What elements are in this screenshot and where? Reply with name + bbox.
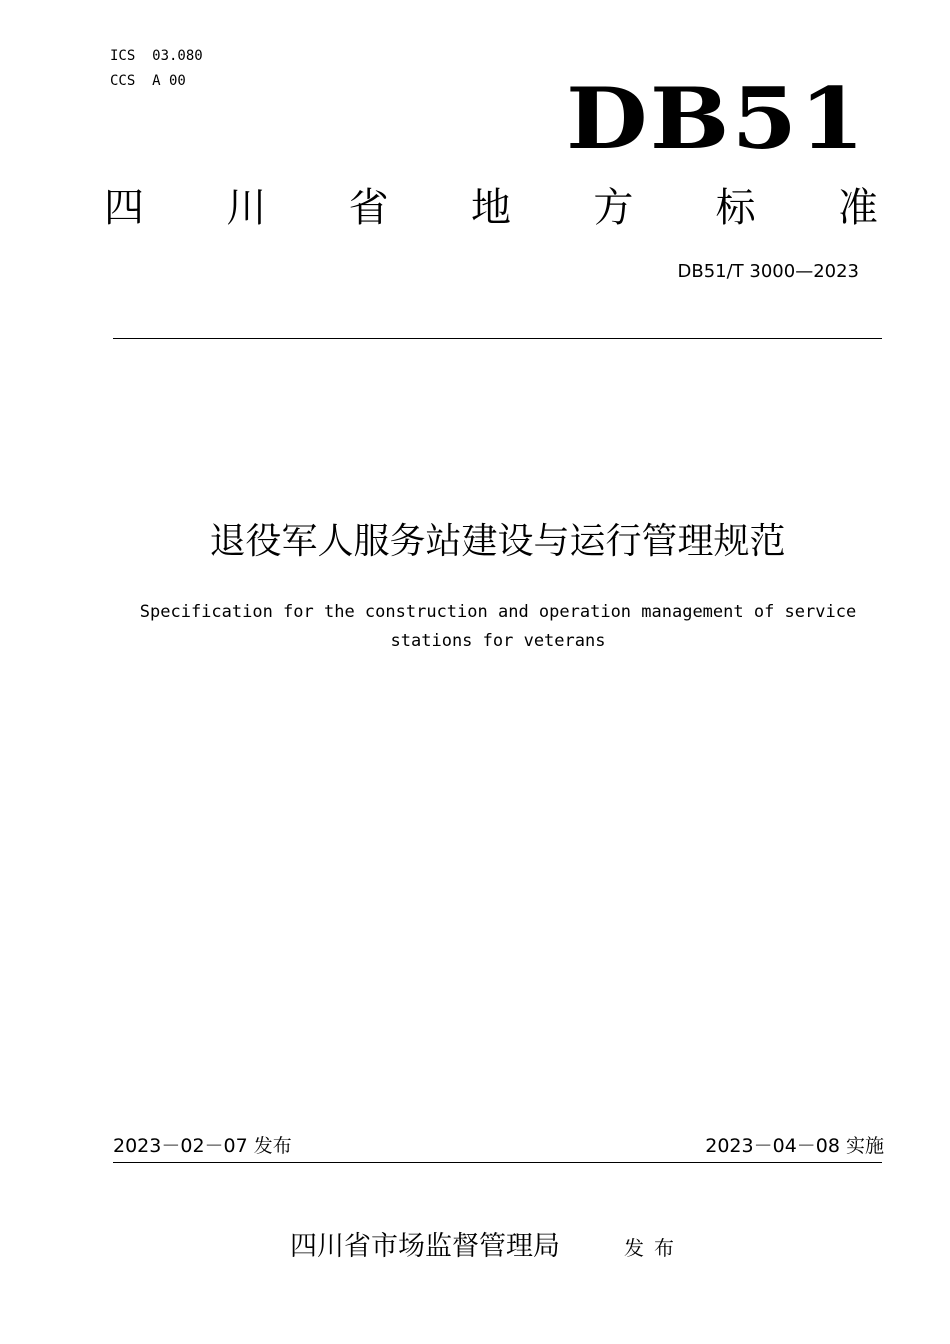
standard-type-char: 省 [348,185,389,231]
standard-type-char: 标 [715,185,756,231]
standard-type-char: 地 [470,185,511,231]
publish-date: 2023－02－07 发布 [113,1135,292,1157]
document-title-chinese: 退役军人服务站建设与运行管理规范 [209,521,786,562]
ccs-code: CCS A 00 [110,73,186,89]
standard-type-char: 川 [226,185,267,231]
issuer-line [0,1228,950,1268]
footer-divider [113,1162,882,1163]
issuer-action: 发布 [624,1236,684,1260]
standard-type-heading [104,182,878,234]
issuer-name: 四川省市场监督管理局 [290,1231,560,1262]
implement-date: 2023－04－08 实施 [705,1135,884,1157]
standard-type-char: 四 [104,185,144,231]
standard-type-char: 方 [593,185,634,231]
standard-type-char: 准 [837,185,878,231]
db-mark: DB51 [566,69,867,168]
standard-number: DB51/T 3000—2023 [677,261,859,282]
header-divider [113,338,882,339]
ics-code: ICS 03.080 [110,48,203,64]
document-title-english: Specification for the construction and operation management of service stations for veterans [139,602,857,651]
